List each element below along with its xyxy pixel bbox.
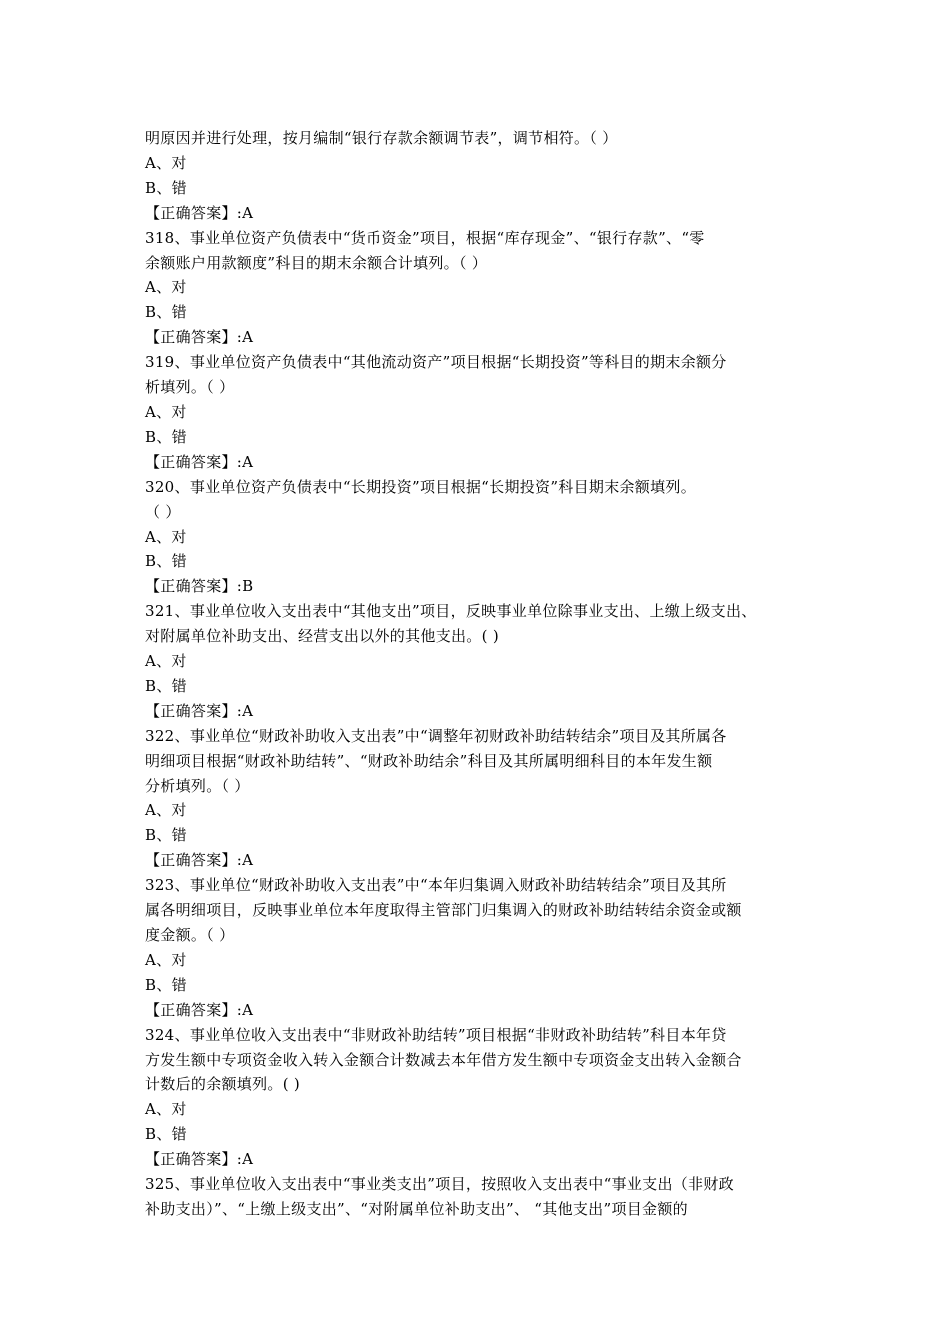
answer-option: A、对 — [145, 950, 187, 969]
answer-option: B、错 — [145, 552, 187, 571]
question-text-line: （ ） — [145, 502, 181, 521]
answer-option: B、错 — [145, 178, 187, 197]
document-body — [145, 126, 825, 1222]
question-text-line: 323、事业单位“财政补助收入支出表”中“本年归集调入财政补助结转结余”项目及其所 — [145, 876, 727, 895]
question-text-line: 补助支出）”、“上缴上级支出”、“对附属单位补助支出”、 “其他支出”项目金额的 — [145, 1199, 688, 1218]
answer-option: A、对 — [145, 527, 187, 546]
answer-option: A、对 — [145, 1100, 187, 1119]
correct-answer: 【正确答案】:A — [145, 851, 254, 870]
correct-answer: 【正确答案】:A — [145, 328, 254, 347]
question-text-line: 方发生额中专项资金收入转入金额合计数减去本年借方发生额中专项资金支出转入金额合 — [145, 1050, 742, 1069]
question-text-line: 324、事业单位收入支出表中“非财政补助结转”项目根据“非财政补助结转”科目本年贷 — [145, 1025, 727, 1044]
question-text-line: 322、事业单位“财政补助收入支出表”中“调整年初财政补助结转结余”项目及其所属各 — [145, 726, 727, 745]
answer-option: B、错 — [145, 826, 187, 845]
correct-answer: 【正确答案】:A — [145, 203, 254, 222]
answer-option: A、对 — [145, 652, 187, 671]
question-text-line: 320、事业单位资产负债表中“长期投资”项目根据“长期投资”科目期末余额填列。 — [145, 477, 697, 496]
answer-option: B、错 — [145, 303, 187, 322]
answer-option: B、错 — [145, 1125, 187, 1144]
answer-option: B、错 — [145, 676, 187, 695]
answer-option: B、错 — [145, 427, 187, 446]
answer-option: B、错 — [145, 975, 187, 994]
question-text-line: 321、事业单位收入支出表中“其他支出”项目，反映事业单位除事业支出、上缴上级支出、 — [145, 602, 757, 621]
question-text-line: 计数后的余额填列。( ) — [145, 1075, 301, 1094]
correct-answer: 【正确答案】:A — [145, 1150, 254, 1169]
question-text-line: 析填列。（ ） — [145, 378, 235, 397]
correct-answer: 【正确答案】:A — [145, 452, 254, 471]
question-text-line: 明原因并进行处理，按月编制“银行存款余额调节表”，调节相符。（ ） — [145, 129, 618, 147]
question-text-line: 318、事业单位资产负债表中“货币资金”项目，根据“库存现金”、“银行存款”、“零 — [145, 228, 705, 247]
answer-option: A、对 — [145, 278, 187, 297]
question-text-line: 余额账户用款额度”科目的期末余额合计填列。（ ） — [145, 253, 488, 272]
question-text-line: 分析填列。（ ） — [145, 776, 250, 795]
correct-answer: 【正确答案】:A — [145, 701, 254, 720]
question-text-line: 325、事业单位收入支出表中“事业类支出”项目，按照收入支出表中“事业支出（非财政 — [145, 1175, 734, 1194]
question-text-line: 明细项目根据“财政补助结转”、“财政补助结余”科目及其所属明细科目的本年发生额 — [145, 751, 713, 770]
answer-option: A、对 — [145, 153, 187, 172]
question-text-line: 对附属单位补助支出、经营支出以外的其他支出。( ) — [145, 627, 499, 646]
answer-option: A、对 — [145, 801, 187, 820]
correct-answer: 【正确答案】:B — [145, 577, 254, 596]
correct-answer: 【正确答案】:A — [145, 1000, 254, 1019]
question-text-line: 属各明细项目，反映事业单位本年度取得主管部门归集调入的财政补助结转结余资金或额 — [145, 901, 742, 920]
question-text-line: 度金额。（ ） — [145, 926, 235, 944]
question-text-line: 319、事业单位资产负债表中“其他流动资产”项目根据“长期投资”等科目的期末余额分 — [145, 353, 727, 372]
answer-option: A、对 — [145, 402, 187, 421]
